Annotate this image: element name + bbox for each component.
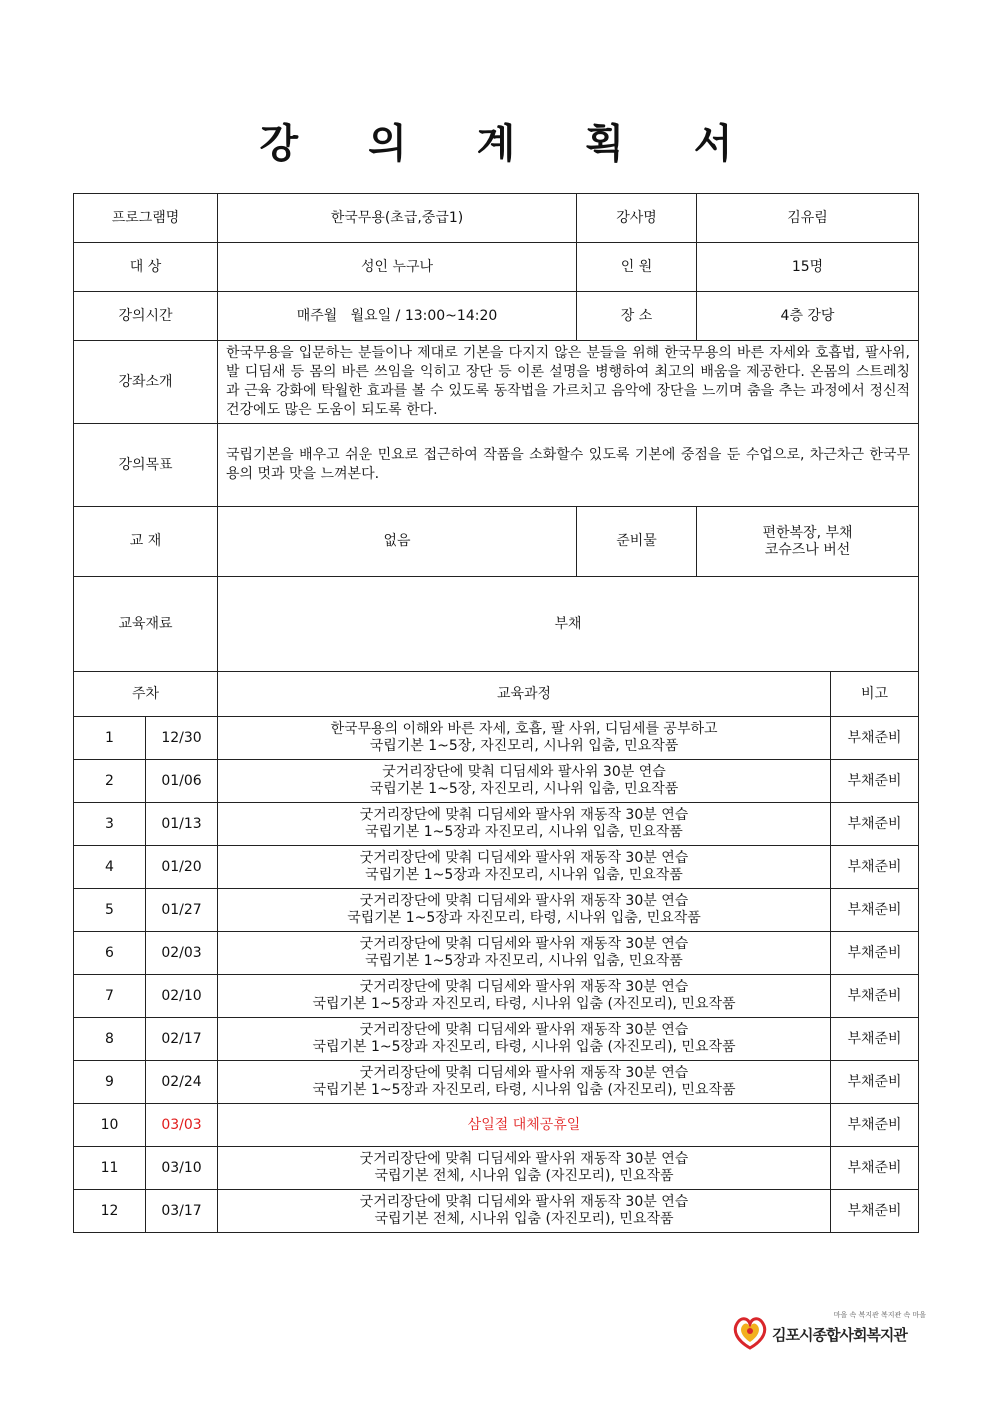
- schedule-row: [74, 1018, 919, 1061]
- course-line2: 국립기본 1~5장과 자진모리, 타령, 시나위 입춤 (자진모리), 민요작품: [312, 1082, 736, 1098]
- material-value: 부채: [218, 577, 919, 672]
- week-date: 02/17: [146, 1018, 218, 1061]
- week-number: 5: [74, 889, 146, 932]
- course-line2: 국립기본 1~5장과 자진모리, 시나위 입춤, 민요작품: [365, 953, 683, 969]
- note-value: 부채준비: [831, 889, 919, 932]
- material-row: [74, 577, 919, 672]
- course-content: [218, 760, 831, 803]
- week-number: 9: [74, 1061, 146, 1104]
- time-row: [74, 292, 919, 341]
- schedule-row: [74, 932, 919, 975]
- week-date: 02/24: [146, 1061, 218, 1104]
- note-value: 부채준비: [831, 975, 919, 1018]
- count-label: 인 원: [577, 243, 697, 292]
- week-date: 02/03: [146, 932, 218, 975]
- goal-row: [74, 424, 919, 507]
- schedule-header-row: [74, 672, 919, 717]
- intro-row: [74, 341, 919, 424]
- schedule-row: [74, 1104, 919, 1147]
- week-date: 12/30: [146, 717, 218, 760]
- schedule-row: [74, 975, 919, 1018]
- course-line1: 한국무용의 이해와 바른 자세, 호흡, 팔 사위, 디딤세를 공부하고: [330, 721, 718, 737]
- course-line1: 굿거리장단에 맞춰 디딤세와 팔사위 30분 연습: [382, 764, 666, 780]
- schedule-row: [74, 803, 919, 846]
- textbook-row: [74, 507, 919, 577]
- week-number: 1: [74, 717, 146, 760]
- note-value: 부채준비: [831, 932, 919, 975]
- course-line2: 국립기본 전체, 시나위 입춤 (자진모리), 민요작품: [374, 1168, 674, 1184]
- time-label: 강의시간: [74, 292, 218, 341]
- course-line1: 굿거리장단에 맞춰 디딤세와 팔사위 재동작 30분 연습: [359, 1022, 689, 1038]
- intro-label: 강좌소개: [74, 341, 218, 424]
- textbook-label: 교 재: [74, 507, 218, 577]
- week-number: 6: [74, 932, 146, 975]
- week-date: 03/10: [146, 1147, 218, 1190]
- instructor-value: 김유림: [697, 194, 919, 243]
- schedule-row: [74, 846, 919, 889]
- course-line2: 국립기본 1~5장, 자진모리, 시나위 입춤, 민요작품: [369, 781, 679, 797]
- course-line1: 굿거리장단에 맞춰 디딤세와 팔사위 재동작 30분 연습: [359, 850, 689, 866]
- textbook-value: 없음: [218, 507, 577, 577]
- course-line1: 굿거리장단에 맞춰 디딤세와 팔사위 재동작 30분 연습: [359, 807, 689, 823]
- note-value: 부채준비: [831, 846, 919, 889]
- material-label: 교육재료: [74, 577, 218, 672]
- note-value: 부채준비: [831, 1147, 919, 1190]
- instructor-label: 강사명: [577, 194, 697, 243]
- document-title: 강 의 계 획 서: [259, 121, 761, 167]
- schedule-row: [74, 1061, 919, 1104]
- logo-name: 김포시종합사회복지관: [772, 1326, 907, 1344]
- footer-logo: [730, 1308, 930, 1356]
- course-content: [218, 803, 831, 846]
- program-row: [74, 194, 919, 243]
- course-line2: 국립기본 1~5장, 자진모리, 시나위 입춤, 민요작품: [369, 738, 679, 754]
- program-label: 프로그램명: [74, 194, 218, 243]
- course-content: [218, 846, 831, 889]
- col-week-header: 주차: [74, 672, 218, 717]
- week-date: 01/06: [146, 760, 218, 803]
- week-number: 7: [74, 975, 146, 1018]
- place-value: 4층 강당: [697, 292, 919, 341]
- note-value: 부채준비: [831, 803, 919, 846]
- target-value: 성인 누구나: [218, 243, 577, 292]
- week-date: 01/20: [146, 846, 218, 889]
- course-content: [218, 1147, 831, 1190]
- week-number: 2: [74, 760, 146, 803]
- note-value: 부채준비: [831, 760, 919, 803]
- note-value: 부채준비: [831, 1018, 919, 1061]
- schedule-row: [74, 1147, 919, 1190]
- target-row: [74, 243, 919, 292]
- course-content: [218, 1104, 831, 1147]
- week-date: 01/13: [146, 803, 218, 846]
- week-date: 03/03: [146, 1104, 218, 1147]
- week-date: 03/17: [146, 1190, 218, 1233]
- course-line2: 국립기본 전체, 시나위 입춤 (자진모리), 민요작품: [374, 1211, 674, 1227]
- course-content: [218, 1190, 831, 1233]
- goal-label: 강의목표: [74, 424, 218, 507]
- course-content: [218, 889, 831, 932]
- schedule-row: [74, 760, 919, 803]
- course-content: [218, 1061, 831, 1104]
- course-line2: 국립기본 1~5장과 자진모리, 타령, 시나위 입춤 (자진모리), 민요작품: [312, 996, 736, 1012]
- week-number: 10: [74, 1104, 146, 1147]
- course-content: [218, 975, 831, 1018]
- supplies-line2: 코슈즈나 버선: [764, 541, 851, 558]
- schedule-body: [74, 717, 919, 1233]
- course-line1: 굿거리장단에 맞춰 디딤세와 팔사위 재동작 30분 연습: [359, 936, 689, 952]
- course-line2: 국립기본 1~5장과 자진모리, 타령, 시나위 입춤, 민요작품: [347, 910, 701, 926]
- course-content: [218, 717, 831, 760]
- week-number: 12: [74, 1190, 146, 1233]
- col-course-header: 교육과정: [218, 672, 831, 717]
- course-line2: 국립기본 1~5장과 자진모리, 시나위 입춤, 민요작품: [365, 867, 683, 883]
- course-line1: 굿거리장단에 맞춰 디딤세와 팔사위 재동작 30분 연습: [359, 893, 689, 909]
- count-value: 15명: [697, 243, 919, 292]
- course-line2: 국립기본 1~5장과 자진모리, 타령, 시나위 입춤 (자진모리), 민요작품: [312, 1039, 736, 1055]
- note-value: 부채준비: [831, 717, 919, 760]
- schedule-row: [74, 1190, 919, 1233]
- schedule-row: [74, 717, 919, 760]
- week-number: 11: [74, 1147, 146, 1190]
- week-number: 8: [74, 1018, 146, 1061]
- holiday-text: 삼일절 대체공휴일: [467, 1116, 581, 1133]
- course-line1: 굿거리장단에 맞춰 디딤세와 팔사위 재동작 30분 연습: [359, 1194, 689, 1210]
- intro-value: 한국무용을 입문하는 분들이나 제대로 기본을 다지지 않은 분들을 위해 한국무용의 바른 자세와 호흡법, 팔사위, 발 디딤새 등 몸의 바른 쓰임을 익히고 장단 등 이론 설명을 병행하여 최고의 배움을 제공한다. 온몸의 스트레칭과 근육 강화에 탁월한 효과를 볼 수 있도록 동작법을 가르치고 음악에 장단을 느끼며 춤을 추는 과정에서 정신적 건강에도 많은 도움이 되도록 한다.: [218, 341, 919, 424]
- flower-logo-icon: [730, 1312, 770, 1352]
- note-value: 부채준비: [831, 1190, 919, 1233]
- program-value: 한국무용(초급,중급1): [218, 194, 577, 243]
- course-line1: 굿거리장단에 맞춰 디딤세와 팔사위 재동작 30분 연습: [359, 1151, 689, 1167]
- course-content: [218, 932, 831, 975]
- supplies-label: 준비물: [577, 507, 697, 577]
- col-note-header: 비고: [831, 672, 919, 717]
- course-line1: 굿거리장단에 맞춰 디딤세와 팔사위 재동작 30분 연습: [359, 979, 689, 995]
- schedule-row: [74, 889, 919, 932]
- supplies-value: [697, 507, 919, 577]
- target-label: 대 상: [74, 243, 218, 292]
- place-label: 장 소: [577, 292, 697, 341]
- supplies-line1: 편한복장, 부채: [762, 524, 853, 541]
- note-value: 부채준비: [831, 1104, 919, 1147]
- lecture-plan-table: [73, 193, 919, 1233]
- course-line1: 굿거리장단에 맞춰 디딤세와 팔사위 재동작 30분 연습: [359, 1065, 689, 1081]
- goal-value: 국립기본을 배우고 쉬운 민요로 접근하여 작품을 소화할수 있도록 기본에 중점을 둔 수업으로, 차근차근 한국무용의 멋과 맛을 느껴본다.: [218, 424, 919, 507]
- logo-slogan: 마을 속 복지관 복지관 속 마을: [833, 1311, 926, 1319]
- note-value: 부채준비: [831, 1061, 919, 1104]
- course-line2: 국립기본 1~5장과 자진모리, 시나위 입춤, 민요작품: [365, 824, 683, 840]
- week-date: 01/27: [146, 889, 218, 932]
- week-date: 02/10: [146, 975, 218, 1018]
- week-number: 3: [74, 803, 146, 846]
- week-number: 4: [74, 846, 146, 889]
- course-content: [218, 1018, 831, 1061]
- time-value: 매주월 월요일 / 13:00~14:20: [218, 292, 577, 341]
